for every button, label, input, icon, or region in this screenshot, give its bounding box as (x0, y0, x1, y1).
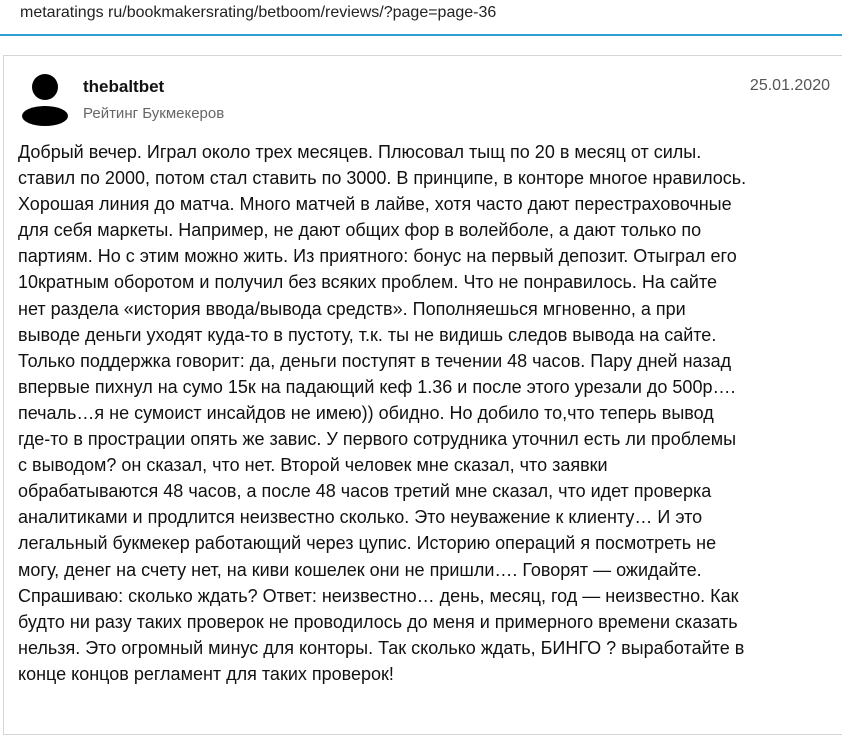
review-text-line: нет раздела «история ввода/вывода средств». Пополняешься мгновенно, а при (18, 298, 686, 319)
review-text-line: где-то в прострации опять же завис. У первого сотрудника уточнил есть ли проблемы (18, 429, 737, 450)
review-text-line: Добрый вечер. Играл около трех месяцев. Плюсовал тыщ по 20 в месяц от силы. (18, 142, 702, 162)
review-text-line: могу, денег на счету нет, на киви кошелек они не пришли…. Говорят — ожидайте. (18, 559, 702, 580)
review-text-line: легальный букмекер работающий через цупис. Историю операций я посмотреть не (18, 533, 717, 554)
user-silhouette-icon (22, 74, 68, 126)
review-text-line: аналитиками и продлится неизвестно сколько. Это неуважение к клиенту… И это (18, 507, 703, 528)
address-bar-underline (0, 34, 842, 36)
review-text-line: Спрашиваю: сколько ждать? Ответ: неизвестно… день, месяц, год — неизвестно. Как (18, 585, 739, 606)
review-source: Рейтинг Букмекеров (83, 105, 225, 122)
review-text-line: для себя маркеты. Например, не дают общих фор в волейболе, а дают только по (18, 220, 702, 241)
review-text-line: нельзя. Это огромный минус для конторы. Так сколько ждать, БИНГО ? выработайте в (18, 637, 745, 658)
review-text-line: выводе деньги уходят куда-то в пустоту, т.к. ты не видишь следов вывода на сайте. (18, 324, 717, 345)
review-text-line: будто ни разу таких проверок не проводилось до меня и примерного времени сказать (18, 611, 738, 632)
review-text-line: 10кратным оборотом и получил без всяких проблем. Что не понравилось. На сайте (18, 272, 718, 293)
review-text-line: Только поддержка говорит: да, деньги поступят в течении 48 часов. Пару дней назад (18, 350, 732, 371)
review-text-line: конце концов регламент для таких проверок! (18, 663, 394, 684)
address-bar[interactable] (0, 0, 842, 36)
review-text-line: печаль…я не сумоист инсайдов не имею)) обидно. Но добило то,что теперь вывод (18, 402, 714, 423)
url-text[interactable]: metaratings ru/bookmakersrating/betboom/reviews/?page=page-36 (20, 4, 497, 21)
review-text-line: Хорошая линия до матча. Много матчей в лайве, хотя часто дают перестраховочные (18, 194, 732, 215)
review-text-line: партиям. Но с этим можно жить. Из приятного: бонус на первый депозит. Отыграл его (18, 246, 737, 267)
review-date: 25.01.2020 (749, 77, 830, 94)
review-text-line: впервые пихнул на сумо 15к на падающий кеф 1.36 и после этого урезали до 500р…. (18, 376, 736, 397)
review-text-line: обрабатываются 48 часов, а после 48 часов третий мне сказал, что идет проверка (18, 481, 712, 502)
review-text (18, 139, 836, 687)
review-username[interactable]: thebaltbet (83, 77, 165, 96)
review-text-line: с выводом? он сказал, что нет. Второй человек мне сказал, что заявки (18, 455, 608, 476)
review-text-line: ставил по 2000, потом стал ставить по 3000. В принципе, в конторе многое нравилось. (18, 168, 747, 189)
